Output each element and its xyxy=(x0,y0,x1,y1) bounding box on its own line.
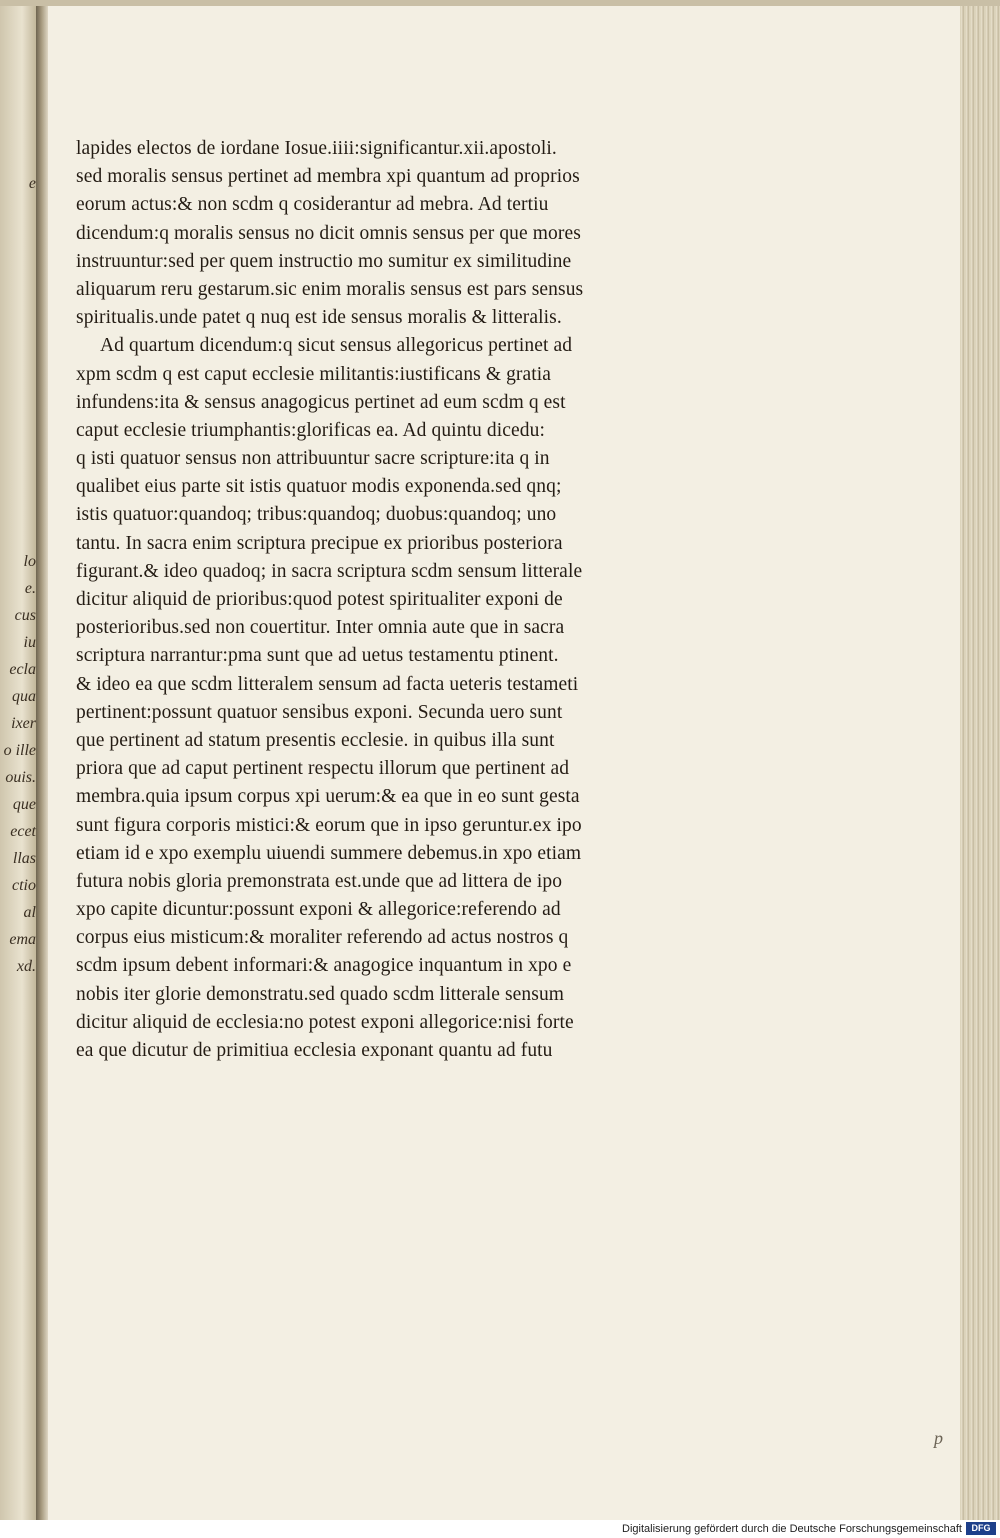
margin-fragment: o ille xyxy=(3,742,36,759)
text-line: priora que ad caput pertinent respectu illorum que pertinent ad xyxy=(76,758,570,780)
margin-fragment: al xyxy=(23,904,36,921)
margin-fragment: ema xyxy=(9,931,36,948)
margin-fragment xyxy=(0,251,36,278)
margin-fragment: llas xyxy=(12,850,36,867)
margin-fragment xyxy=(0,278,36,305)
margin-fragment xyxy=(0,332,36,359)
text-line: nobis iter glorie demonstratu.sed quado scdm litterale sensum xyxy=(76,983,565,1005)
folio-pencil-mark: p xyxy=(934,1428,943,1448)
margin-fragment xyxy=(0,359,36,386)
text-line: & ideo ea que scdm litteralem sensum ad facta ueteris testameti xyxy=(76,673,579,695)
text-line: ea que dicutur de primitiua ecclesia exponant quantu ad futu xyxy=(76,1040,553,1061)
text-line: dicendum:q moralis sensus no dicit omnis sensus per que mores xyxy=(76,222,581,244)
margin-fragment: cus xyxy=(14,607,36,624)
text-line: infundens:ita & sensus anagogicus pertinet ad eum scdm q est xyxy=(76,391,566,413)
margin-fragment xyxy=(0,467,36,494)
text-line: figurant.& ideo quadoq; in sacra scriptura scdm sensum litterale xyxy=(76,560,583,582)
text-line: instruuntur:sed per quem instructio mo sumitur ex similitudine xyxy=(76,250,572,272)
text-line: membra.quia ipsum corpus xpi uerum:& ea que in eo sunt gesta xyxy=(76,786,580,808)
margin-fragment: qua xyxy=(12,688,36,705)
margin-fragment xyxy=(0,440,36,467)
facing-page-text-fragments xyxy=(0,170,36,980)
margin-fragment: ouis. xyxy=(5,769,36,786)
text-line: posterioribus.sed non couertitur. Inter omnia aute que in sacra xyxy=(76,617,565,639)
margin-fragment xyxy=(0,521,36,548)
incunable-text-block xyxy=(76,135,696,1065)
text-line: tantu. In sacra enim scriptura precipue ex prioribus posteriora xyxy=(76,532,563,554)
text-line: spiritualis.unde patet q nuq est ide sensus moralis & litteralis. xyxy=(76,307,562,329)
margin-fragment xyxy=(0,386,36,413)
margin-fragment: xd. xyxy=(16,958,36,975)
text-line: que pertinent ad statum presentis ecclesie. in quibus illa sunt xyxy=(76,729,555,751)
text-line: Ad quartum dicendum:q sicut sensus allegoricus pertinet ad xyxy=(100,335,573,357)
margin-fragment xyxy=(0,305,36,332)
text-line: eorum actus:& non scdm q cosiderantur ad mebra. Ad tertiu xyxy=(76,194,549,216)
text-line: etiam id e xpo exemplu uiuendi summere debemus.in xpo etiam xyxy=(76,842,582,864)
margin-fragment xyxy=(0,197,36,224)
margin-fragment xyxy=(0,413,36,440)
text-line: sed moralis sensus pertinet ad membra xpi quantum ad proprios xyxy=(76,166,580,188)
text-line: istis quatuor:quandoq; tribus:quandoq; duobus:quandoq; uno xyxy=(76,504,557,526)
margin-fragment: lo xyxy=(23,553,36,570)
margin-fragment: ecla xyxy=(9,661,36,678)
text-line: dicitur aliquid de prioribus:quod potest spiritualiter exponi de xyxy=(76,589,563,610)
margin-fragment xyxy=(0,494,36,521)
page-top-edge xyxy=(0,0,1000,6)
funding-credit: Digitalisierung gefördert durch die Deutsche Forschungsgemeinschaft xyxy=(622,1523,962,1535)
margin-fragment: e. xyxy=(24,580,36,597)
text-line: pertinent:possunt quatuor sensibus exponi. Secunda uero sunt xyxy=(76,701,563,723)
text-line: corpus eius misticum:& moraliter referendo ad actus nostros q xyxy=(76,927,569,949)
text-line: futura nobis gloria premonstrata est.unde que ad littera de ipo xyxy=(76,870,563,892)
margin-fragment: que xyxy=(12,796,36,813)
text-line: aliquarum reru gestarum.sic enim moralis sensus est pars sensus xyxy=(76,278,584,300)
text-line: xpo capite dicuntur:possunt exponi & allegorice:referendo ad xyxy=(76,899,561,921)
page-fore-edge xyxy=(960,0,1000,1520)
margin-fragment xyxy=(0,224,36,251)
dfg-logo-icon: DFG xyxy=(966,1522,996,1535)
margin-fragment: ecet xyxy=(10,823,36,840)
text-line: qualibet eius parte sit istis quatuor modis exponenda.sed qnq; xyxy=(76,476,562,498)
margin-fragment: iu xyxy=(23,634,36,651)
text-line: caput ecclesie triumphantis:glorificas ea. Ad quintu dicedu: xyxy=(76,419,545,441)
text-line: dicitur aliquid de ecclesia:no potest exponi allegorice:nisi forte xyxy=(76,1011,574,1033)
margin-fragment: ctio xyxy=(12,877,36,894)
text-line: scriptura narrantur:pma sunt que ad uetus testamentu ptinent. xyxy=(76,645,559,667)
text-line: lapides electos de iordane Iosue.iiii:significantur.xii.apostoli. xyxy=(76,138,557,159)
margin-fragment: ixer xyxy=(11,715,36,732)
text-line: xpm scdm q est caput ecclesie militantis:iustificans & gratia xyxy=(76,363,552,385)
text-line: sunt figura corporis mistici:& eorum que in ipso geruntur.ex ipo xyxy=(76,814,582,836)
margin-fragment: e xyxy=(28,175,36,192)
text-line: scdm ipsum debent informari:& anagogice inquantum in xpo e xyxy=(76,955,572,977)
text-line: q isti quatuor sensus non attribuuntur sacre scripture:ita q in xyxy=(76,448,550,470)
